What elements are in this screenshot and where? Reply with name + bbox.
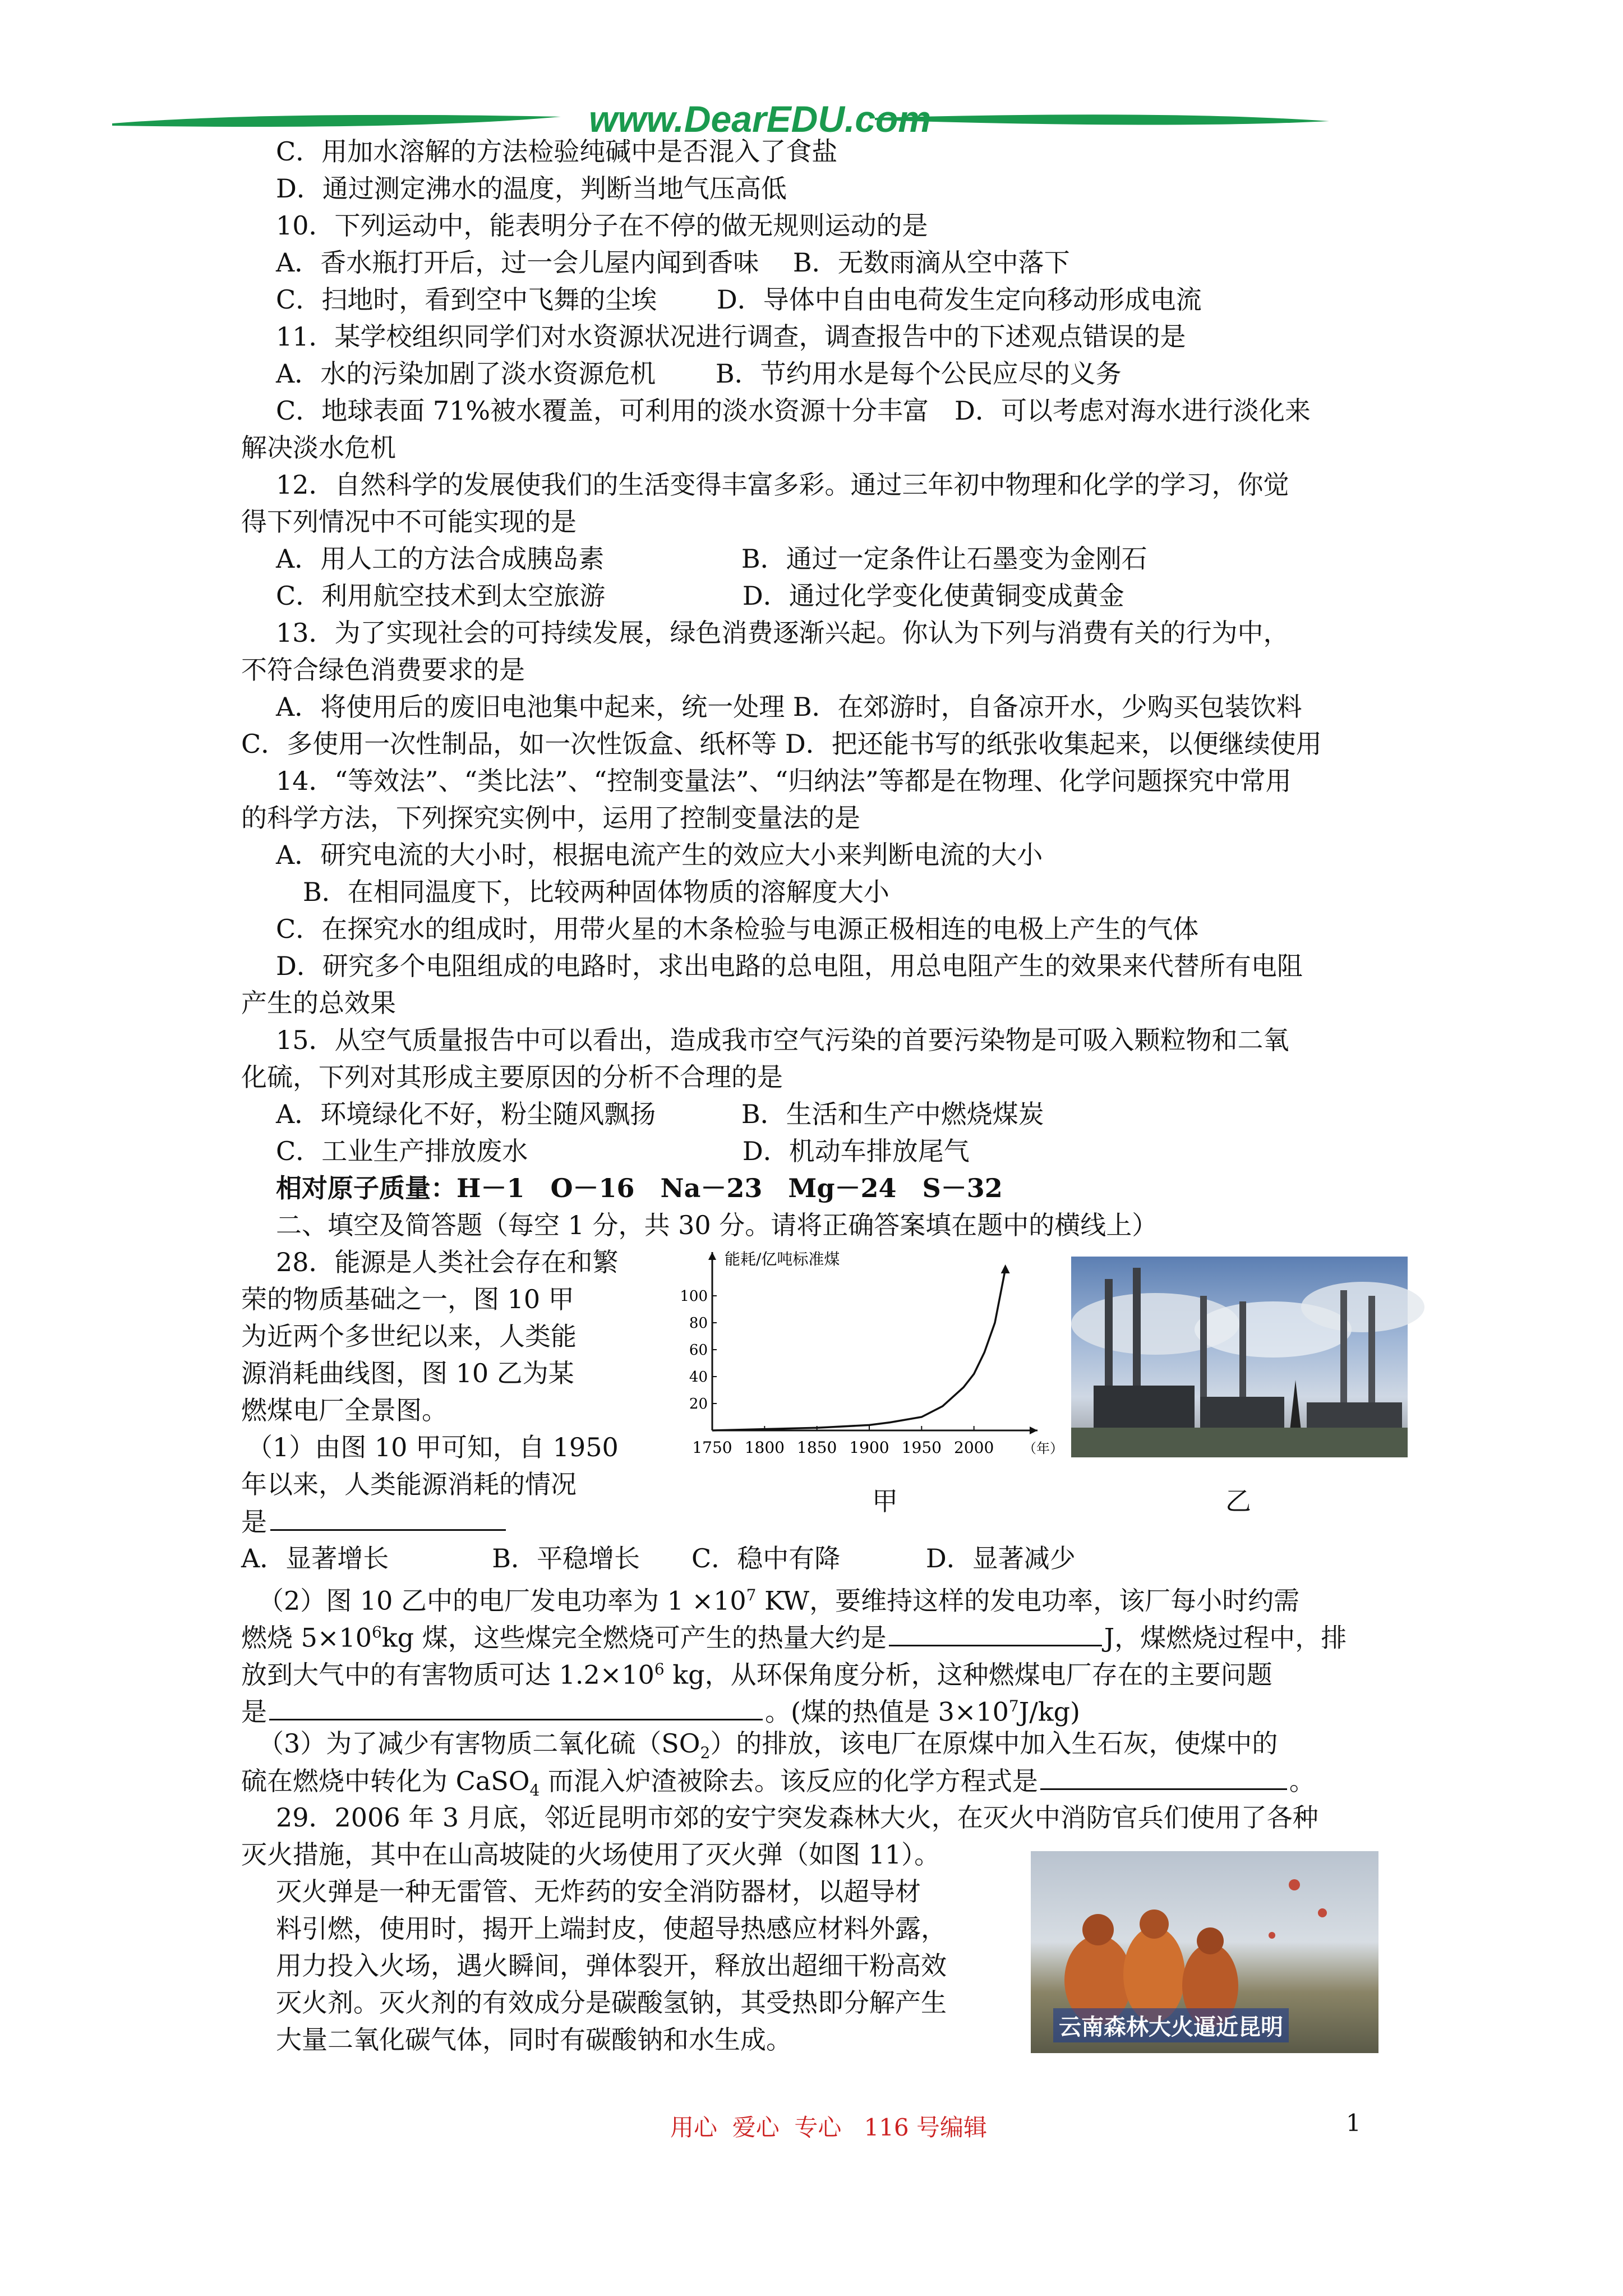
option-line: C．工业生产排放废水 D．机动车排放尾气: [276, 1136, 970, 1166]
x-tick-label: 1800: [744, 1438, 785, 1457]
text-run: J，煤燃烧过程中，排: [1104, 1622, 1347, 1653]
text-line: C．用加水溶解的方法检验纯碱中是否混入了食盐: [276, 136, 838, 167]
text-run: 。(煤的热值是 3×10: [765, 1696, 1009, 1727]
text-line: 化硫，下列对其形成主要原因的分析不合理的是: [241, 1062, 783, 1092]
text-run: 是: [241, 1696, 267, 1727]
subscript: 4: [529, 1781, 540, 1800]
question-13: 13．为了实现社会的可持续发展，绿色消费逐渐兴起。你认为下列与消费有关的行为中，: [276, 618, 1289, 648]
x-tick-label: 1750: [692, 1438, 732, 1457]
x-axis-arrow: [1030, 1427, 1038, 1434]
footer-text: 用心 爱心 专心 116 号编辑: [670, 2114, 987, 2141]
x-tick-label: 1900: [849, 1438, 889, 1457]
option-line: D．研究多个电阻组成的电路时，求出电路的总电阻，用总电阻产生的效果来代替所有电阻: [276, 951, 1303, 981]
option-line: C．地球表面 71%被水覆盖，可利用的淡水资源十分丰富 D．可以考虑对海水进行淡化来: [276, 395, 1311, 426]
answer-blank[interactable]: [1040, 1764, 1287, 1790]
fig10a-label: 甲: [872, 1486, 898, 1516]
text-line: D．通过测定沸水的温度，判断当地气压高低: [276, 173, 787, 204]
text-run: ）的排放，该电厂在原煤中加入生石灰，使煤中的: [710, 1728, 1278, 1759]
curve-arrow: [1001, 1264, 1010, 1273]
text-run: （2）图 10 乙中的电厂发电功率为 1 ×10: [258, 1585, 746, 1616]
text-line: 荣的物质基础之一，图 10 甲: [241, 1284, 574, 1314]
text-line: 的科学方法，下列探究实例中，运用了控制变量法的是: [241, 803, 860, 833]
text-line: 灭火弹是一种无雷管、无炸药的安全消防器材，以超导材: [276, 1876, 921, 1907]
text-line: 料引燃，使用时，揭开上端封皮，使超导热感应材料外露，: [276, 1913, 947, 1944]
question-15: 15．从空气质量报告中可以看出，造成我市空气污染的首要污染物是可吸入颗粒物和二氧: [276, 1025, 1289, 1055]
superscript: 6: [654, 1660, 665, 1678]
fig10b-label: 乙: [1225, 1486, 1251, 1516]
text-line: 灭火措施，其中在山高坡陡的火场使用了灭火弹（如图 11）。: [241, 1839, 940, 1870]
text-run: 燃烧 5×10: [241, 1622, 372, 1653]
text-run: 。: [1289, 1766, 1315, 1796]
question-29: 29．2006 年 3 月底，邻近昆明市郊的安宁突发森林大火，在灭火中消防官兵们使用了各种: [276, 1802, 1318, 1833]
text-line: 源消耗曲线图，图 10 乙为某: [241, 1358, 574, 1388]
question-14: 14．“等效法”、“类比法”、“控制变量法”、“归纳法”等都是在物理、化学问题探究中常用: [276, 766, 1292, 796]
text-line: [241, 1653, 1272, 1691]
text-line: 得下列情况中不可能实现的是: [241, 507, 577, 537]
section-heading: 二、填空及简答题（每空 1 分，共 30 分。请将正确答案填在题中的横线上）: [276, 1210, 1158, 1240]
text-line: 为近两个多世纪以来，人类能: [241, 1321, 577, 1351]
photo-caption: 云南森林大火逼近昆明: [1053, 2008, 1289, 2042]
text-line: 年以来，人类能源消耗的情况: [241, 1469, 577, 1499]
atomic-masses: 相对原子质量：H－1 O－16 Na－23 Mg－24 S－32: [276, 1173, 1003, 1203]
power-plant-illustration: [1071, 1257, 1408, 1457]
energy-curve: [712, 1269, 1006, 1430]
question-10: 10．下列运动中，能表明分子在不停的做无规则运动的是: [276, 210, 928, 241]
text-run: kg 煤，这些煤完全燃烧可产生的热量大约是: [381, 1622, 887, 1653]
text-line: [258, 1579, 1299, 1617]
text-run: KW，要维持这样的发电功率，该厂每小时约需: [756, 1585, 1300, 1616]
text-line: 大量二氧化碳气体，同时有碳酸钠和水生成。: [276, 2024, 792, 2055]
option-line: A．研究电流的大小时，根据电流产生的效应大小来判断电流的大小: [276, 840, 1043, 870]
text-run: 放到大气中的有害物质可达 1.2×10: [241, 1659, 654, 1690]
question-11: 11．某学校组织同学们对水资源状况进行调查，调查报告中的下述观点错误的是: [276, 321, 1186, 352]
option-line: A．用人工的方法合成胰岛素 B．通过一定条件让石墨变为金刚石: [276, 544, 1147, 574]
y-tick-label: 20: [689, 1396, 708, 1412]
text-line: 解决淡水危机: [241, 432, 396, 463]
text-run: 而混入炉渣被除去。该反应的化学方程式是: [540, 1766, 1038, 1796]
option-line: C．多使用一次性制品，如一次性饭盒、纸杯等 D．把还能书写的纸张收集起来，以便继续使用: [241, 729, 1322, 759]
option-line: A．环境绿化不好，粉尘随风飘扬 B．生活和生产中燃烧煤炭: [276, 1099, 1044, 1129]
text-line: 产生的总效果: [241, 988, 396, 1018]
answer-blank[interactable]: [889, 1620, 1102, 1646]
y-tick-label: 100: [680, 1288, 708, 1305]
y-tick-label: 80: [689, 1315, 708, 1332]
text-line: （1）由图 10 甲可知，自 1950: [247, 1432, 619, 1462]
option-line: A．水的污染加剧了淡水资源危机 B．节约用水是每个公民应尽的义务: [276, 358, 1122, 389]
y-axis-label: 能耗/亿吨标准煤: [725, 1250, 840, 1268]
firefighters-photo: [1031, 1851, 1378, 2053]
x-axis-label: （年）: [1023, 1441, 1063, 1456]
option-line: A．显著增长 B．平稳增长 C．稳中有降 D．显著减少: [241, 1543, 1076, 1573]
y-tick-label: 60: [689, 1342, 708, 1359]
y-tick-label: 40: [689, 1369, 708, 1386]
option-line: C．扫地时，看到空中飞舞的尘埃 D．导体中自由电荷发生定向移动形成电流: [276, 284, 1202, 315]
answer-blank[interactable]: [270, 1504, 506, 1531]
option-line: C．在探究水的组成时，用带火星的木条检验与电源正极相连的电极上产生的气体: [276, 914, 1199, 944]
superscript: 6: [371, 1623, 382, 1641]
subscript: 2: [700, 1743, 711, 1763]
x-tick-label: 1950: [901, 1438, 942, 1457]
option-line: B．在相同温度下，比较两种固体物质的溶解度大小: [303, 877, 889, 907]
text-run: 硫在燃烧中转化为 CaSO: [241, 1766, 530, 1796]
power-plant-photo: [1071, 1257, 1408, 1457]
text-line: [241, 1504, 506, 1539]
option-line: C．利用航空技术到太空旅游 D．通过化学变化使黄铜变成黄金: [276, 581, 1124, 611]
superscript: 7: [746, 1586, 757, 1604]
superscript: 7: [1008, 1697, 1019, 1715]
site-logo: www.DearEDU.com: [589, 98, 932, 140]
x-tick-label: 2000: [954, 1438, 994, 1457]
text-line: 燃煤电厂全景图。: [241, 1395, 448, 1425]
text-run: J/kg): [1018, 1696, 1080, 1727]
question-12: 12．自然科学的发展使我们的生活变得丰富多彩。通过三年初中物理和化学的学习，你觉: [276, 470, 1289, 500]
answer-blank[interactable]: [269, 1694, 763, 1720]
text-line: 用力投入火场，遇火瞬间，弹体裂开，释放出超细干粉高效: [276, 1950, 947, 1981]
text-run: （3）为了减少有害物质二氧化硫（SO: [258, 1728, 700, 1759]
x-tick-label: 1850: [797, 1438, 837, 1457]
text-run: 是: [241, 1507, 267, 1537]
page-number: 1: [1346, 2109, 1361, 2137]
text-line: 灭火剂。灭火剂的有效成分是碳酸氢钠，其受热即分解产生: [276, 1987, 947, 2018]
text-line: [241, 1616, 1347, 1654]
text-line: [241, 1690, 1080, 1728]
option-line: A．香水瓶打开后，过一会儿屋内闻到香味 B．无数雨滴从空中落下: [276, 247, 1070, 278]
text-run: kg，从环保角度分析，这种燃煤电厂存在的主要问题: [664, 1659, 1272, 1690]
option-line: A．将使用后的废旧电池集中起来，统一处理 B．在郊游时，自备凉开水，少购买包装饮料: [276, 692, 1302, 722]
energy-chart: [680, 1245, 1063, 1509]
question-28: 28．能源是人类社会存在和繁: [276, 1247, 619, 1277]
y-axis-arrow: [708, 1252, 716, 1260]
text-line: 不符合绿色消费要求的是: [241, 655, 525, 685]
